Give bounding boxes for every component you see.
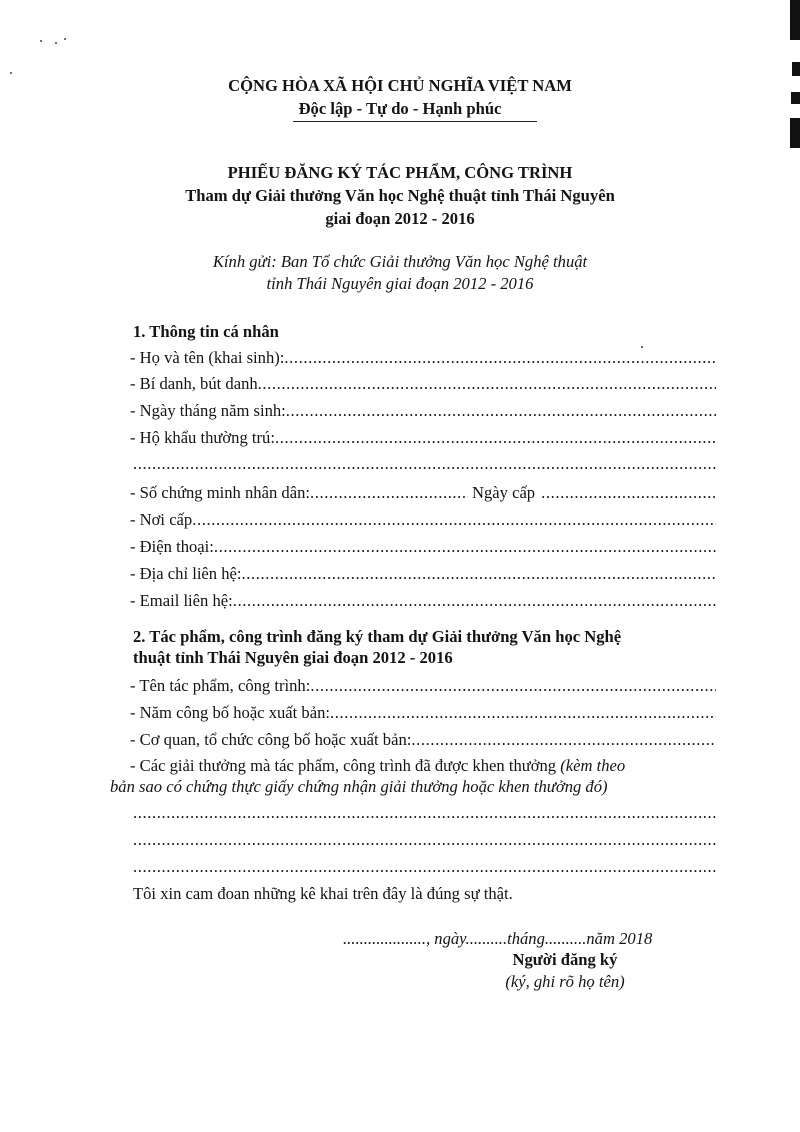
- address-field[interactable]: [130, 564, 716, 584]
- publish-year-label: - Năm công bố hoặc xuất bản:: [130, 703, 330, 722]
- section-1-heading: 1. Thông tin cá nhân: [133, 322, 279, 341]
- fill-line: [541, 483, 716, 503]
- awards-entry-line-2[interactable]: [133, 830, 716, 850]
- issue-place-field[interactable]: [130, 510, 716, 530]
- pen-name-label: - Bí danh, bút danh: [130, 374, 258, 393]
- fill-line: [310, 483, 468, 503]
- fill-line: [310, 676, 716, 696]
- fill-line: [284, 348, 716, 368]
- id-number-field[interactable]: [130, 483, 716, 503]
- awards-entry-line-3[interactable]: [133, 857, 716, 877]
- date-line: ...................., ngày..........tháng..........năm 2018: [343, 929, 653, 948]
- full-name-label: - Họ và tên (khai sinh):: [130, 348, 285, 367]
- fill-line: [411, 730, 716, 750]
- scan-speck: [40, 40, 42, 42]
- residence-continuation-line[interactable]: [133, 454, 716, 474]
- form-subtitle-2: giai đoạn 2012 - 2016: [325, 209, 475, 228]
- full-name-field[interactable]: [130, 348, 716, 368]
- country-header: CỘNG HÒA XÃ HỘI CHỦ NGHĨA VIỆT NAM: [228, 76, 572, 95]
- issue-date-label: Ngày cấp: [471, 483, 536, 502]
- motto-underline: [293, 121, 537, 122]
- scan-speck: [10, 72, 12, 74]
- awards-line: [130, 756, 625, 776]
- fill-line: [214, 537, 716, 557]
- signer-title: Người đăng ký: [512, 950, 618, 969]
- awards-note-b: bản sao có chứng thực giấy chứng nhận giải thưởng hoặc khen thưởng đó): [110, 777, 608, 796]
- awards-entry-line-1[interactable]: [133, 803, 716, 823]
- publisher-field[interactable]: [130, 730, 716, 750]
- scan-edge-mark: [792, 62, 800, 76]
- id-number-label: - Số chứng minh nhân dân:: [130, 483, 310, 502]
- section-2-heading-1: 2. Tác phẩm, công trình đăng ký tham dự Giải thưởng Văn học Nghệ: [133, 627, 622, 646]
- fill-line: [242, 564, 716, 584]
- issue-place-label: - Nơi cấp: [130, 510, 193, 529]
- form-subtitle-1: Tham dự Giải thưởng Văn học Nghệ thuật tỉnh Thái Nguyên: [185, 186, 615, 205]
- work-title-field[interactable]: [130, 676, 716, 696]
- scan-edge-mark: [790, 118, 800, 148]
- addressee-1: Kính gửi: Ban Tổ chức Giải thưởng Văn học Nghệ thuật: [212, 252, 588, 271]
- scan-speck: [55, 42, 57, 44]
- section-2-heading-2: thuật tỉnh Thái Nguyên giai đoạn 2012 - 2016: [133, 648, 453, 667]
- residence-field[interactable]: [130, 428, 716, 448]
- work-title-label: - Tên tác phẩm, công trình:: [130, 676, 311, 695]
- birth-date-field[interactable]: [130, 401, 716, 421]
- addressee-2: tỉnh Thái Nguyên giai đoạn 2012 - 2016: [266, 274, 534, 293]
- phone-field[interactable]: [130, 537, 716, 557]
- publish-year-field[interactable]: [130, 703, 716, 723]
- fill-line: [258, 374, 716, 394]
- awards-label: - Các giải thưởng mà tác phẩm, công trình đã được khen thưởng: [130, 756, 557, 775]
- pen-name-field[interactable]: [130, 374, 716, 394]
- scan-edge-mark: [790, 0, 800, 40]
- phone-label: - Điện thoại:: [130, 537, 214, 556]
- fill-line: [330, 703, 716, 723]
- signer-note: (ký, ghi rõ họ tên): [505, 972, 625, 991]
- publisher-label: - Cơ quan, tổ chức công bố hoặc xuất bản:: [130, 730, 412, 749]
- address-label: - Địa chỉ liên hệ:: [130, 564, 242, 583]
- awards-note-a: (kèm theo: [560, 756, 626, 775]
- birth-date-label: - Ngày tháng năm sinh:: [130, 401, 286, 420]
- email-field[interactable]: [130, 591, 716, 611]
- fill-line: [275, 428, 716, 448]
- motto: Độc lập - Tự do - Hạnh phúc: [298, 99, 502, 118]
- form-title: PHIẾU ĐĂNG KÝ TÁC PHẨM, CÔNG TRÌNH: [227, 163, 573, 182]
- declaration: Tôi xin cam đoan những kê khai trên đây là đúng sự thật.: [133, 884, 513, 903]
- fill-line: [192, 510, 716, 530]
- scan-speck: [64, 38, 66, 40]
- residence-label: - Hộ khẩu thường trú:: [130, 428, 275, 447]
- fill-line: [286, 401, 716, 421]
- fill-line: [233, 591, 716, 611]
- email-label: - Email liên hệ:: [130, 591, 233, 610]
